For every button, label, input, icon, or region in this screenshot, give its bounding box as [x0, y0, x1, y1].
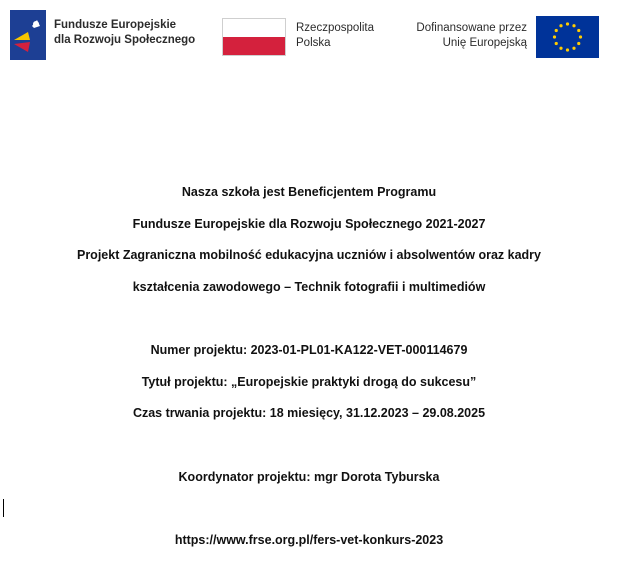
- polish-flag-icon: [222, 18, 286, 56]
- logo-strip: [0, 0, 618, 70]
- program-line: Fundusze Europejskie dla Rozwoju Społecznego 2021-2027: [132, 217, 486, 231]
- eu-star: [555, 42, 558, 45]
- rp-line2: Polska: [296, 37, 331, 49]
- eu-line2: Unię Europejską: [442, 37, 527, 49]
- fundusze-europejskie-text: [54, 18, 195, 48]
- eu-star: [555, 29, 558, 32]
- rzeczpospolita-text: [296, 21, 374, 51]
- eu-star: [553, 35, 556, 38]
- project-duration: Czas trwania projektu: 18 miesięcy, 31.12.2023 – 29.08.2025: [132, 406, 486, 420]
- beneficiary-line: Nasza szkoła jest Beneficjentem Programu: [181, 185, 437, 199]
- eu-line1: Dofinansowane przez: [416, 22, 527, 34]
- fe-logo-line1: Fundusze Europejskie: [54, 19, 177, 31]
- project-number: Numer projektu: 2023-01-PL01-KA122-VET-000114679: [150, 343, 468, 357]
- eu-star: [559, 24, 562, 27]
- fe-logo-line2: dla Rozwoju Społecznego: [54, 34, 196, 46]
- project-title: Tytuł projektu: „Europejskie praktyki drogą do sukcesu”: [141, 375, 477, 389]
- eu-star: [566, 22, 569, 25]
- project-name-line2: kształcenia zawodowego – Technik fotografii i multimediów: [132, 280, 486, 294]
- eu-star: [577, 42, 580, 45]
- eu-star: [577, 29, 580, 32]
- eu-star: [559, 47, 562, 50]
- project-name-line1: Projekt Zagraniczna mobilność edukacyjna uczniów i absolwentów oraz kadry: [76, 248, 541, 262]
- eu-star: [572, 47, 575, 50]
- eu-star: [579, 35, 582, 38]
- project-url[interactable]: https://www.frse.org.pl/fers-vet-konkurs-2023: [174, 533, 444, 547]
- eu-flag-icon: [536, 16, 599, 58]
- text-cursor: [3, 499, 4, 517]
- eu-star: [572, 24, 575, 27]
- project-coordinator: Koordynator projektu: mgr Dorota Tyburska: [178, 470, 440, 484]
- eu-star: [566, 48, 569, 51]
- fundusze-europejskie-logo-icon: [10, 10, 46, 60]
- eu-funding-text: [395, 21, 527, 51]
- rp-line1: Rzeczpospolita: [296, 22, 374, 34]
